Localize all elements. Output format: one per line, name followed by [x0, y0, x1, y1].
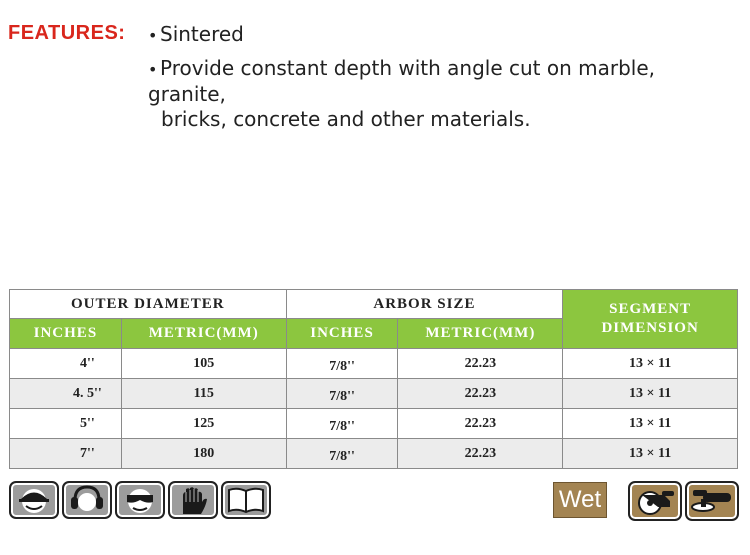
- cell-arbor-inches: 7/8'': [286, 349, 398, 379]
- manual-book-icon: [221, 481, 271, 519]
- safety-goggles-icon: [115, 481, 165, 519]
- tool-icons: [628, 481, 739, 521]
- cell-arbor-inches: 7/8'': [286, 379, 398, 409]
- cell-metric: 180: [121, 439, 286, 469]
- ear-protection-icon: [62, 481, 112, 519]
- header-outer-diameter: OUTER DIAMETER: [10, 290, 287, 319]
- bullet: •: [148, 26, 158, 45]
- cell-metric: 125: [121, 409, 286, 439]
- cell-arbor-inches: 7/8'': [286, 409, 398, 439]
- cell-segment: 13 × 11: [563, 349, 738, 379]
- header-arbor-metric: METRIC(MM): [398, 319, 563, 349]
- table-row: [10, 349, 738, 379]
- features-label: FEATURES:: [8, 22, 126, 44]
- header-inches: INCHES: [10, 319, 122, 349]
- feature-text-line1: Provide constant depth with angle cut on marble, granite,: [148, 56, 655, 106]
- table-row: [10, 379, 738, 409]
- glove-icon: [168, 481, 218, 519]
- cell-arbor-metric: 22.23: [398, 409, 563, 439]
- header-arbor-inches: INCHES: [286, 319, 398, 349]
- cell-inches: 4'': [10, 349, 122, 379]
- table-row: [10, 439, 738, 469]
- header-arbor-size: ARBOR SIZE: [286, 290, 563, 319]
- feature-text: Sintered: [160, 22, 244, 46]
- header-metric: METRIC(MM): [121, 319, 286, 349]
- circular-saw-icon: [628, 481, 682, 521]
- safety-icons: [9, 481, 271, 519]
- angle-grinder-icon: [685, 481, 739, 521]
- cell-arbor-metric: 22.23: [398, 379, 563, 409]
- table-row: [10, 409, 738, 439]
- cell-segment: 13 × 11: [563, 439, 738, 469]
- cell-arbor-inches: 7/8'': [286, 439, 398, 469]
- bullet: •: [148, 60, 158, 79]
- cell-segment: 13 × 11: [563, 409, 738, 439]
- wet-badge: Wet: [553, 482, 607, 518]
- feature-item-constant-depth: [148, 56, 738, 132]
- cell-inches: 7'': [10, 439, 122, 469]
- hard-hat-icon: [9, 481, 59, 519]
- cell-inches: 5'': [10, 409, 122, 439]
- feature-item-sintered: [148, 22, 244, 48]
- cell-inches: 4. 5'': [10, 379, 122, 409]
- cell-metric: 105: [121, 349, 286, 379]
- cell-arbor-metric: 22.23: [398, 349, 563, 379]
- cell-segment: 13 × 11: [563, 379, 738, 409]
- header-segment-dimension: SEGMENT DIMENSION: [563, 290, 738, 349]
- cell-metric: 115: [121, 379, 286, 409]
- feature-text-line2: bricks, concrete and other materials.: [161, 107, 531, 131]
- spec-table: [9, 289, 738, 469]
- cell-arbor-metric: 22.23: [398, 439, 563, 469]
